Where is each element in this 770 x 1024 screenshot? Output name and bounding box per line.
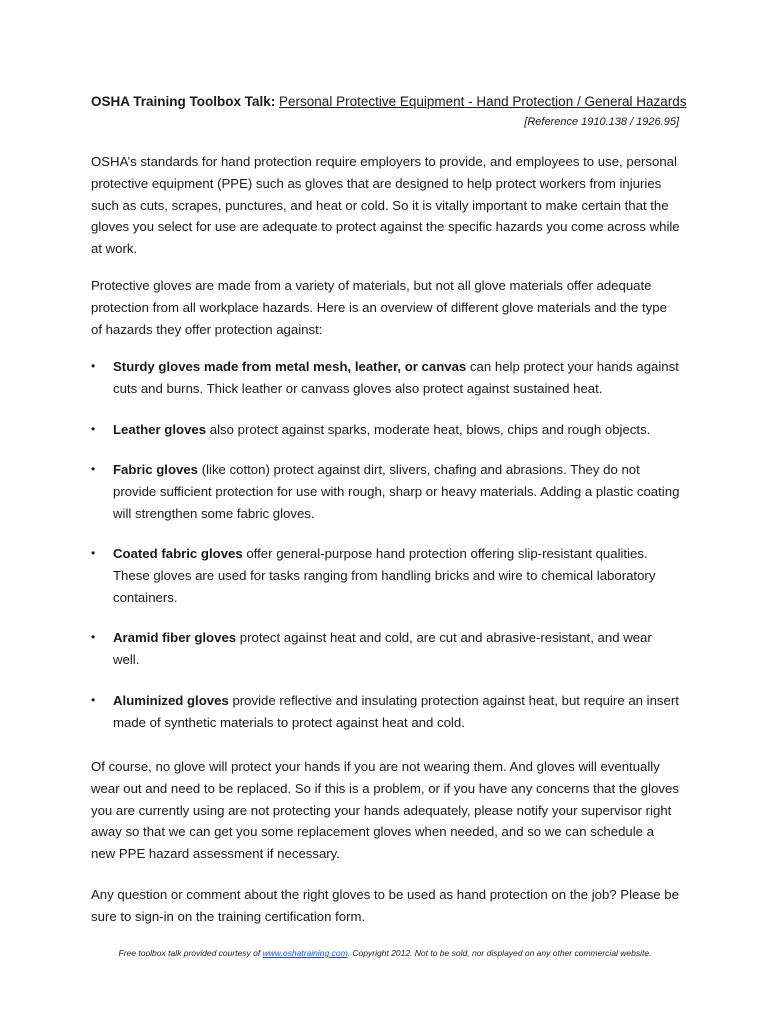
overview-paragraph: Protective gloves are made from a variety of materials, but not all glove materials offer adequate protection from all workplace hazards. Here is an overview of different glove materials and the type of hazards they offer protection against: bbox=[91, 278, 667, 337]
list-item-term: Sturdy gloves made from metal mesh, leather, or canvas bbox=[113, 359, 467, 374]
bullet-glyph: • bbox=[91, 693, 96, 707]
reference-line: [Reference 1910.138 / 1926.95] bbox=[524, 116, 679, 128]
footer-prefix: Free toolbox talk provided courtesy of bbox=[118, 948, 263, 958]
list-item-text: (like cotton) protect against dirt, slivers, chafing and abrasions. They do not provide sufficient protection for use with rough, sharp or heavy materials. Adding a plastic coating will strengthen some fabric gloves. bbox=[113, 462, 680, 521]
list-item bbox=[91, 543, 681, 608]
list-item-text: also protect against sparks, moderate heat, blows, chips and rough objects. bbox=[206, 422, 651, 437]
list-item-term: Aluminized gloves bbox=[113, 693, 229, 708]
closing-paragraph: Of course, no glove will protect your hands if you are not wearing them. And gloves will eventually wear out and need to be replaced. So if this is a problem, or if you have any concerns that the gloves you are currently using are not protecting your hands adequately, please notify your supervisor right away so that we can get you some replacement gloves when needed, and so we can schedule a new PPE hazard assessment if necessary. bbox=[91, 759, 679, 862]
question-paragraph: Any question or comment about the right gloves to be used as hand protection on the job? Please be sure to sign-in on the training certification form. bbox=[91, 887, 679, 924]
footer-suffix: . Copyright 2012. Not to be sold, nor displayed on any other commercial website. bbox=[347, 948, 652, 958]
list-item-term: Leather gloves bbox=[113, 422, 207, 437]
list-item-term: Aramid fiber gloves bbox=[113, 630, 237, 645]
title-topic: Personal Protective Equipment bbox=[279, 94, 465, 109]
bullet-glyph: • bbox=[91, 359, 96, 373]
list-item-term: Coated fabric gloves bbox=[113, 546, 243, 561]
bullet-glyph: • bbox=[91, 462, 96, 476]
title-prefix: OSHA Training Toolbox Talk: bbox=[91, 94, 276, 109]
list-item bbox=[91, 690, 681, 734]
list-item-text: offer general-purpose hand protection offering slip-resistant qualities. These gloves are used for tasks ranging from handling bricks and wire to chemical laboratory containers. bbox=[113, 546, 656, 605]
oshatraining-link[interactable]: www.oshatraining.com bbox=[262, 948, 348, 958]
intro-paragraph: OSHA’s standards for hand protection require employers to provide, and employees to use, personal protective equipment (PPE) such as gloves that are designed to help protect workers from injuries such as cuts, scrapes, punctures, and heat or cold. So it is vitally important to make certain that the gloves you select for use are adequate to protect against the specific hazards you come across while at work. bbox=[91, 154, 680, 257]
bullet-glyph: • bbox=[91, 546, 96, 560]
page-footer bbox=[0, 948, 770, 958]
list-item bbox=[91, 459, 681, 524]
list-item-term: Fabric gloves bbox=[113, 462, 199, 477]
title-subtopic: Hand Protection / General Hazards bbox=[476, 94, 687, 109]
list-item bbox=[91, 419, 681, 441]
list-item bbox=[91, 356, 681, 400]
bullet-glyph: • bbox=[91, 422, 96, 436]
document-title bbox=[91, 94, 691, 109]
list-item-text: protect against heat and cold, are cut and abrasive-resistant, and wear well. bbox=[113, 630, 652, 667]
bullet-glyph: • bbox=[91, 630, 96, 644]
list-item-text: can help protect your hands against cuts and burns. Thick leather or canvass gloves also protect against sustained heat. bbox=[113, 359, 679, 396]
list-item bbox=[91, 627, 681, 671]
title-separator: - bbox=[464, 94, 477, 109]
list-item-text: provide reflective and insulating protection against heat, but require an insert made of synthetic materials to protect against heat and cold. bbox=[113, 693, 679, 730]
